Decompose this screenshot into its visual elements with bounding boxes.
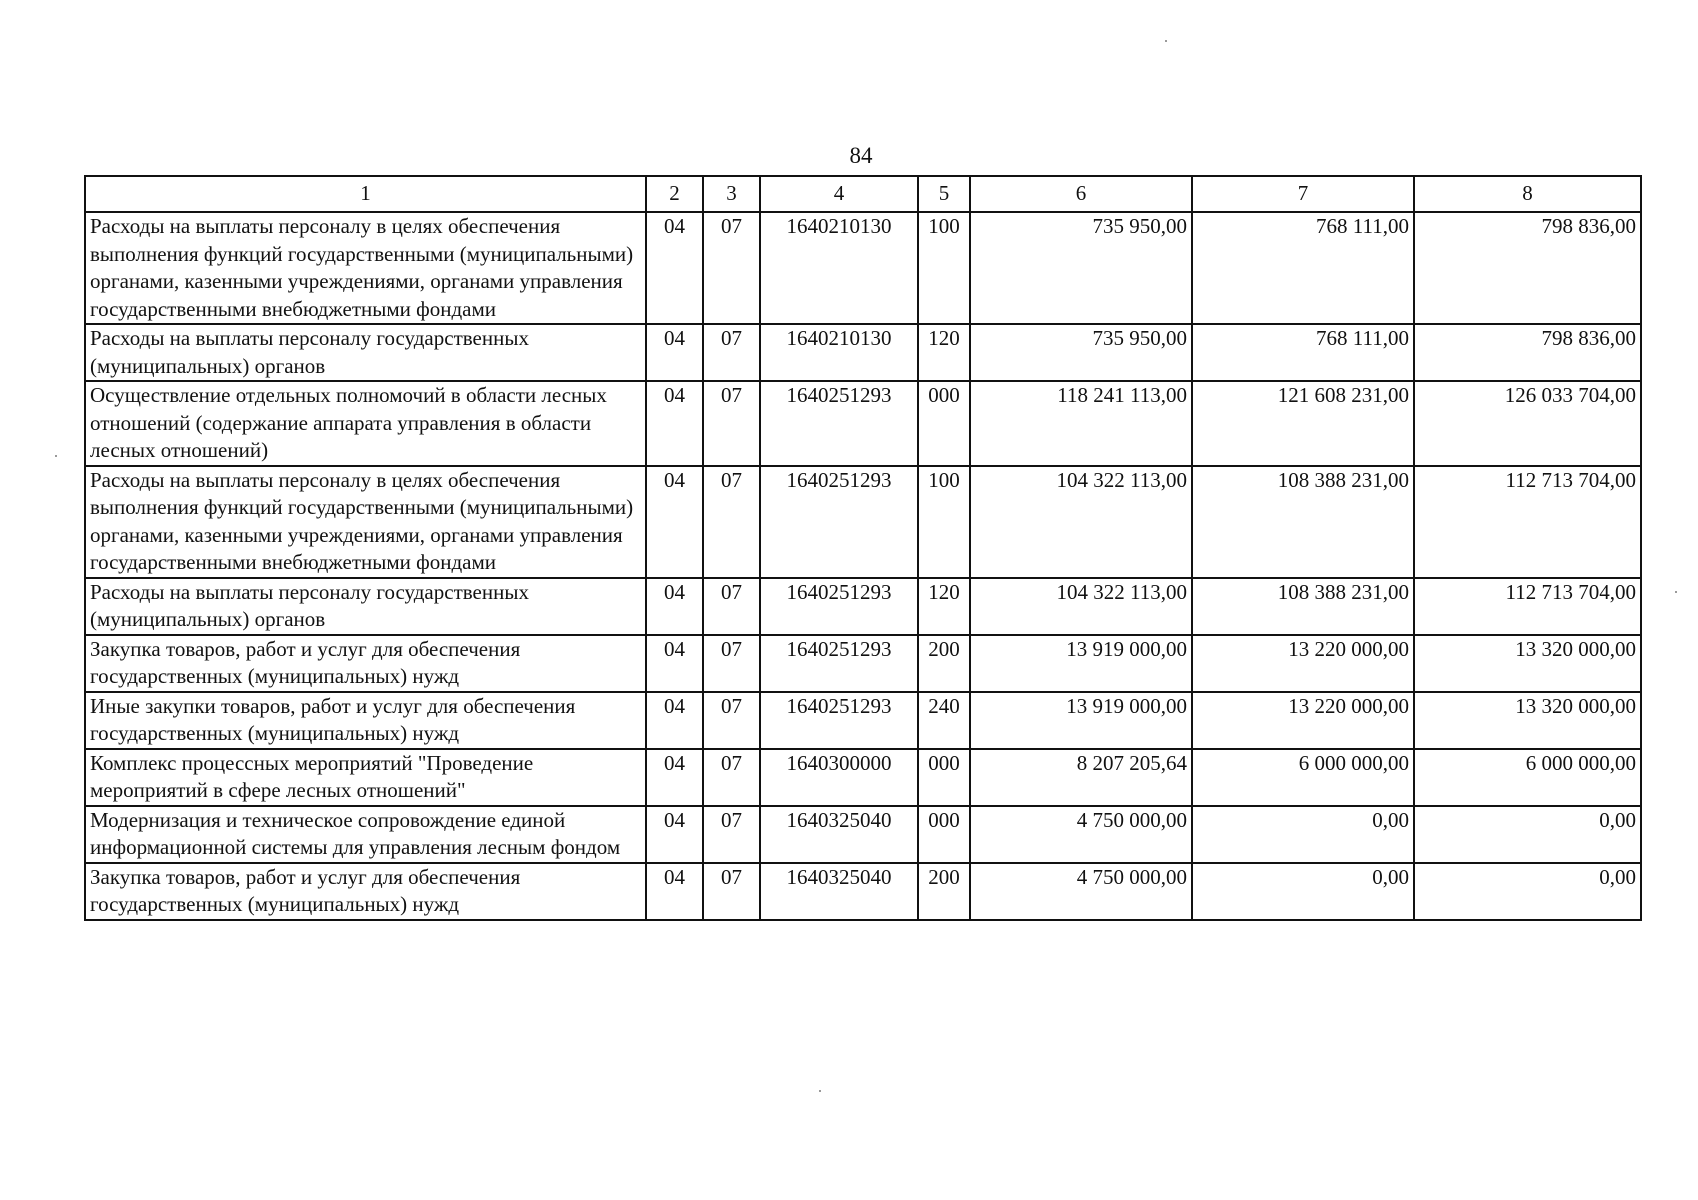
column-header: 2: [646, 176, 703, 212]
target-article-code: 1640325040: [760, 806, 918, 863]
expense-name: Расходы на выплаты персоналу государственных (муниципальных) органов: [85, 324, 646, 381]
amount-col-8: 0,00: [1414, 863, 1641, 920]
table-row: [85, 863, 1641, 920]
table-row: [85, 466, 1641, 578]
page-number: 84: [849, 143, 873, 168]
target-article-code: 1640251293: [760, 635, 918, 692]
column-header: 6: [970, 176, 1192, 212]
section-code: 04: [646, 692, 703, 749]
section-code: 04: [646, 466, 703, 578]
subsection-code: 07: [703, 381, 760, 466]
amount-col-6: 104 322 113,00: [970, 578, 1192, 635]
section-code: 04: [646, 635, 703, 692]
amount-col-8: 112 713 704,00: [1414, 578, 1641, 635]
section-code: 04: [646, 863, 703, 920]
expense-name: Расходы на выплаты персоналу в целях обеспечения выполнения функций государственными (муниципальными) органами, казенными учреждениями, органами управления государственными внебюджетными фондами: [85, 212, 646, 324]
subsection-code: 07: [703, 635, 760, 692]
subsection-code: 07: [703, 692, 760, 749]
expense-type-code: 120: [918, 324, 970, 381]
subsection-code: 07: [703, 212, 760, 324]
column-header: 1: [85, 176, 646, 212]
expense-type-code: 000: [918, 749, 970, 806]
subsection-code: 07: [703, 863, 760, 920]
amount-col-8: 112 713 704,00: [1414, 466, 1641, 578]
target-article-code: 1640210130: [760, 212, 918, 324]
table-row: [85, 806, 1641, 863]
expense-type-code: 200: [918, 635, 970, 692]
expense-name: Расходы на выплаты персоналу в целях обеспечения выполнения функций государственными (муниципальными) органами, казенными учреждениями, органами управления государственными внебюджетными фондами: [85, 466, 646, 578]
amount-col-8: 798 836,00: [1414, 212, 1641, 324]
expense-type-code: 000: [918, 381, 970, 466]
amount-col-8: 0,00: [1414, 806, 1641, 863]
amount-col-6: 8 207 205,64: [970, 749, 1192, 806]
column-header: 3: [703, 176, 760, 212]
amount-col-6: 735 950,00: [970, 324, 1192, 381]
target-article-code: 1640300000: [760, 749, 918, 806]
scan-speck: [1165, 40, 1167, 42]
target-article-code: 1640210130: [760, 324, 918, 381]
budget-table: [84, 175, 1642, 921]
amount-col-7: 108 388 231,00: [1192, 578, 1414, 635]
expense-name: Закупка товаров, работ и услуг для обеспечения государственных (муниципальных) нужд: [85, 635, 646, 692]
amount-col-7: 13 220 000,00: [1192, 692, 1414, 749]
target-article-code: 1640251293: [760, 578, 918, 635]
subsection-code: 07: [703, 749, 760, 806]
amount-col-8: 798 836,00: [1414, 324, 1641, 381]
amount-col-7: 108 388 231,00: [1192, 466, 1414, 578]
amount-col-6: 118 241 113,00: [970, 381, 1192, 466]
section-code: 04: [646, 324, 703, 381]
amount-col-8: 13 320 000,00: [1414, 635, 1641, 692]
column-header: 5: [918, 176, 970, 212]
target-article-code: 1640251293: [760, 381, 918, 466]
table-row: [85, 749, 1641, 806]
amount-col-7: 768 111,00: [1192, 324, 1414, 381]
expense-name: Комплекс процессных мероприятий "Проведение мероприятий в сфере лесных отношений": [85, 749, 646, 806]
amount-col-7: 0,00: [1192, 806, 1414, 863]
amount-col-8: 13 320 000,00: [1414, 692, 1641, 749]
subsection-code: 07: [703, 466, 760, 578]
header-row: [85, 176, 1641, 212]
amount-col-6: 13 919 000,00: [970, 635, 1192, 692]
amount-col-8: 6 000 000,00: [1414, 749, 1641, 806]
expense-type-code: 120: [918, 578, 970, 635]
expense-name: Иные закупки товаров, работ и услуг для обеспечения государственных (муниципальных) нужд: [85, 692, 646, 749]
column-header: 8: [1414, 176, 1641, 212]
table-row: [85, 578, 1641, 635]
expense-name: Расходы на выплаты персоналу государственных (муниципальных) органов: [85, 578, 646, 635]
amount-col-7: 121 608 231,00: [1192, 381, 1414, 466]
table-row: [85, 635, 1641, 692]
amount-col-6: 4 750 000,00: [970, 863, 1192, 920]
expense-type-code: 240: [918, 692, 970, 749]
scan-speck: [819, 1090, 821, 1092]
table-row: [85, 692, 1641, 749]
scan-speck: [55, 455, 57, 457]
amount-col-7: 6 000 000,00: [1192, 749, 1414, 806]
column-header: 7: [1192, 176, 1414, 212]
amount-col-8: 126 033 704,00: [1414, 381, 1641, 466]
section-code: 04: [646, 806, 703, 863]
amount-col-6: 735 950,00: [970, 212, 1192, 324]
subsection-code: 07: [703, 806, 760, 863]
section-code: 04: [646, 381, 703, 466]
target-article-code: 1640325040: [760, 863, 918, 920]
table-row: [85, 381, 1641, 466]
expense-type-code: 100: [918, 466, 970, 578]
target-article-code: 1640251293: [760, 466, 918, 578]
amount-col-7: 768 111,00: [1192, 212, 1414, 324]
amount-col-7: 13 220 000,00: [1192, 635, 1414, 692]
expense-name: Закупка товаров, работ и услуг для обеспечения государственных (муниципальных) нужд: [85, 863, 646, 920]
expense-name: Осуществление отдельных полномочий в области лесных отношений (содержание аппарата управления в области лесных отношений): [85, 381, 646, 466]
expense-type-code: 000: [918, 806, 970, 863]
column-header: 4: [760, 176, 918, 212]
section-code: 04: [646, 749, 703, 806]
expense-name: Модернизация и техническое сопровождение единой информационной системы для управления лесным фондом: [85, 806, 646, 863]
table-row: [85, 212, 1641, 324]
table-row: [85, 324, 1641, 381]
target-article-code: 1640251293: [760, 692, 918, 749]
expense-type-code: 200: [918, 863, 970, 920]
section-code: 04: [646, 212, 703, 324]
amount-col-6: 104 322 113,00: [970, 466, 1192, 578]
section-code: 04: [646, 578, 703, 635]
amount-col-7: 0,00: [1192, 863, 1414, 920]
scan-speck: [1675, 591, 1677, 593]
subsection-code: 07: [703, 324, 760, 381]
amount-col-6: 13 919 000,00: [970, 692, 1192, 749]
amount-col-6: 4 750 000,00: [970, 806, 1192, 863]
expense-type-code: 100: [918, 212, 970, 324]
subsection-code: 07: [703, 578, 760, 635]
